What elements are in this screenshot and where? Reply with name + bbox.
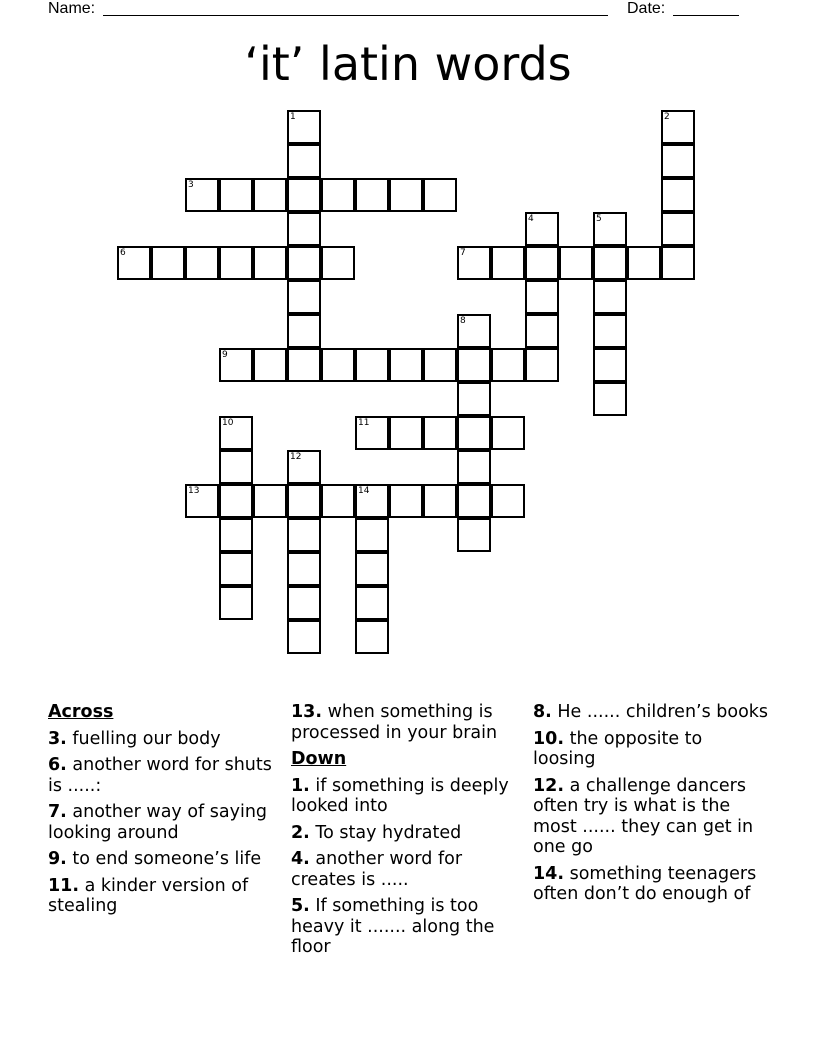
grid-cell[interactable] [219, 246, 253, 280]
grid-cell[interactable] [661, 144, 695, 178]
clue-number: 1. [291, 775, 310, 796]
clue-item [48, 755, 284, 796]
page-title: ‘it’ latin words [244, 37, 572, 91]
across-heading: Across [48, 702, 114, 722]
grid-cell[interactable] [219, 450, 253, 484]
clue-item [533, 702, 769, 723]
clue-number: 2. [291, 822, 310, 843]
grid-cell[interactable] [491, 246, 525, 280]
grid-cell[interactable] [593, 382, 627, 416]
grid-cell[interactable] [321, 484, 355, 518]
cell-number: 6 [120, 248, 126, 258]
grid-cell[interactable] [287, 314, 321, 348]
clue-number: 6. [48, 755, 67, 775]
grid-cell[interactable] [355, 518, 389, 552]
clue-text: another word for creates is ..... [291, 849, 463, 890]
clue-number: 14. [533, 863, 565, 884]
across-clue-list-continued [291, 702, 527, 743]
clue-number: 3. [48, 728, 67, 749]
cell-number: 3 [188, 180, 194, 190]
clue-item [291, 702, 527, 743]
grid-cell[interactable] [355, 620, 389, 654]
grid-cell[interactable] [355, 552, 389, 586]
grid-cell[interactable] [593, 246, 627, 280]
grid-cell[interactable] [355, 348, 389, 382]
grid-cell[interactable] [253, 484, 287, 518]
grid-cell[interactable] [525, 314, 559, 348]
grid-cell[interactable] [389, 178, 423, 212]
clue-item [533, 776, 769, 858]
cell-number: 2 [664, 112, 670, 122]
grid-cell[interactable] [219, 484, 253, 518]
grid-cell[interactable] [457, 348, 491, 382]
date-label: Date: [627, 0, 666, 17]
grid-cell[interactable] [491, 416, 525, 450]
grid-cell[interactable] [457, 450, 491, 484]
clue-text: if something is deeply looked into [291, 775, 509, 816]
clue-number: 13. [291, 702, 323, 722]
grid-cell[interactable] [389, 348, 423, 382]
grid-cell[interactable] [559, 246, 593, 280]
grid-cell[interactable] [151, 246, 185, 280]
grid-cell[interactable] [457, 314, 491, 348]
grid-cell[interactable] [661, 246, 695, 280]
grid-cell[interactable] [117, 246, 151, 280]
clue-item [48, 802, 284, 843]
clue-text: the opposite to loosing [533, 728, 703, 769]
grid-cell[interactable] [185, 246, 219, 280]
grid-cell[interactable] [423, 178, 457, 212]
clue-column-2 [291, 702, 527, 964]
clue-text: a kinder version of stealing [48, 875, 249, 916]
grid-cell[interactable] [219, 348, 253, 382]
grid-cell[interactable] [491, 348, 525, 382]
grid-cell[interactable] [423, 484, 457, 518]
clue-text: He ...... children’s books [551, 702, 769, 722]
grid-cell[interactable] [321, 246, 355, 280]
grid-cell[interactable] [253, 178, 287, 212]
clue-number: 8. [533, 702, 552, 722]
grid-cell[interactable] [593, 348, 627, 382]
grid-cell[interactable] [287, 518, 321, 552]
across-clue-list [48, 729, 284, 917]
grid-cell[interactable] [321, 348, 355, 382]
clue-item [533, 864, 769, 905]
clue-text: another way of saying looking around [48, 802, 268, 843]
clue-text: To stay hydrated [309, 822, 462, 843]
grid-cell[interactable] [593, 314, 627, 348]
cell-number: 8 [460, 316, 466, 326]
cell-number: 4 [528, 214, 534, 224]
grid-cell[interactable] [355, 416, 389, 450]
grid-cell[interactable] [185, 178, 219, 212]
grid-cell[interactable] [287, 484, 321, 518]
grid-cell[interactable] [321, 178, 355, 212]
cell-number: 1 [290, 112, 296, 122]
clue-text: another word for shuts is .....: [48, 755, 272, 796]
cell-number: 11 [358, 418, 370, 428]
cell-number: 14 [358, 486, 370, 496]
clue-number: 4. [291, 849, 310, 869]
grid-cell[interactable] [287, 246, 321, 280]
grid-cell[interactable] [185, 484, 219, 518]
clue-number: 10. [533, 728, 565, 749]
clue-text: when something is processed in your brain [291, 702, 498, 743]
grid-cell[interactable] [525, 348, 559, 382]
grid-cell[interactable] [355, 586, 389, 620]
clue-item [48, 849, 284, 870]
clue-item [48, 729, 284, 750]
grid-cell[interactable] [287, 144, 321, 178]
cell-number: 13 [188, 486, 200, 496]
grid-cell[interactable] [525, 212, 559, 246]
clue-text: fuelling our body [66, 728, 221, 749]
down-clue-list-continued [533, 702, 769, 905]
grid-cell[interactable] [491, 484, 525, 518]
cell-number: 9 [222, 350, 228, 360]
clue-number: 7. [48, 802, 67, 822]
grid-cell[interactable] [253, 348, 287, 382]
clue-number: 9. [48, 849, 67, 869]
grid-cell[interactable] [627, 246, 661, 280]
grid-cell[interactable] [287, 348, 321, 382]
grid-cell[interactable] [355, 178, 389, 212]
grid-cell[interactable] [287, 586, 321, 620]
grid-cell[interactable] [593, 212, 627, 246]
grid-cell[interactable] [593, 280, 627, 314]
grid-cell[interactable] [457, 484, 491, 518]
clue-item [291, 896, 527, 958]
grid-cell[interactable] [287, 280, 321, 314]
grid-cell[interactable] [661, 178, 695, 212]
grid-cell[interactable] [389, 416, 423, 450]
clue-number: 12. [533, 775, 565, 796]
grid-cell[interactable] [661, 212, 695, 246]
grid-cell[interactable] [389, 484, 423, 518]
down-heading: Down [291, 749, 347, 769]
grid-cell[interactable] [219, 518, 253, 552]
grid-cell[interactable] [423, 348, 457, 382]
clue-item [291, 849, 527, 890]
clue-text: If something is too heavy it ....... along the floor [291, 896, 495, 957]
clue-text: a challenge dancers often try is what is the most ...... they can get in one go [533, 775, 754, 857]
grid-cell[interactable] [219, 178, 253, 212]
grid-cell[interactable] [525, 280, 559, 314]
grid-cell[interactable] [253, 246, 287, 280]
down-clue-list [291, 776, 527, 958]
clue-item [291, 823, 527, 844]
clue-number: 11. [48, 875, 80, 896]
grid-cell[interactable] [355, 484, 389, 518]
clue-item [48, 876, 284, 917]
cell-number: 5 [596, 214, 602, 224]
grid-cell[interactable] [457, 416, 491, 450]
grid-cell[interactable] [287, 552, 321, 586]
grid-cell[interactable] [219, 586, 253, 620]
clue-text: to end someone’s life [66, 849, 262, 869]
clue-item [291, 776, 527, 817]
clue-text: something teenagers often don’t do enough of [533, 863, 757, 904]
grid-cell[interactable] [219, 552, 253, 586]
grid-cell[interactable] [287, 178, 321, 212]
grid-cell[interactable] [287, 450, 321, 484]
grid-cell[interactable] [525, 246, 559, 280]
name-label: Name: [48, 0, 96, 17]
grid-cell[interactable] [457, 518, 491, 552]
clue-column-3 [533, 702, 769, 911]
grid-cell[interactable] [423, 416, 457, 450]
grid-cell[interactable] [219, 416, 253, 450]
grid-cell[interactable] [661, 110, 695, 144]
grid-cell[interactable] [287, 212, 321, 246]
cell-number: 7 [460, 248, 466, 258]
grid-cell[interactable] [287, 110, 321, 144]
grid-cell[interactable] [457, 382, 491, 416]
clue-number: 5. [291, 896, 310, 916]
cell-number: 12 [290, 452, 302, 462]
clue-column-1 [48, 702, 284, 923]
grid-cell[interactable] [457, 246, 491, 280]
grid-cell[interactable] [287, 620, 321, 654]
clue-item [533, 729, 769, 770]
cell-number: 10 [222, 418, 234, 428]
